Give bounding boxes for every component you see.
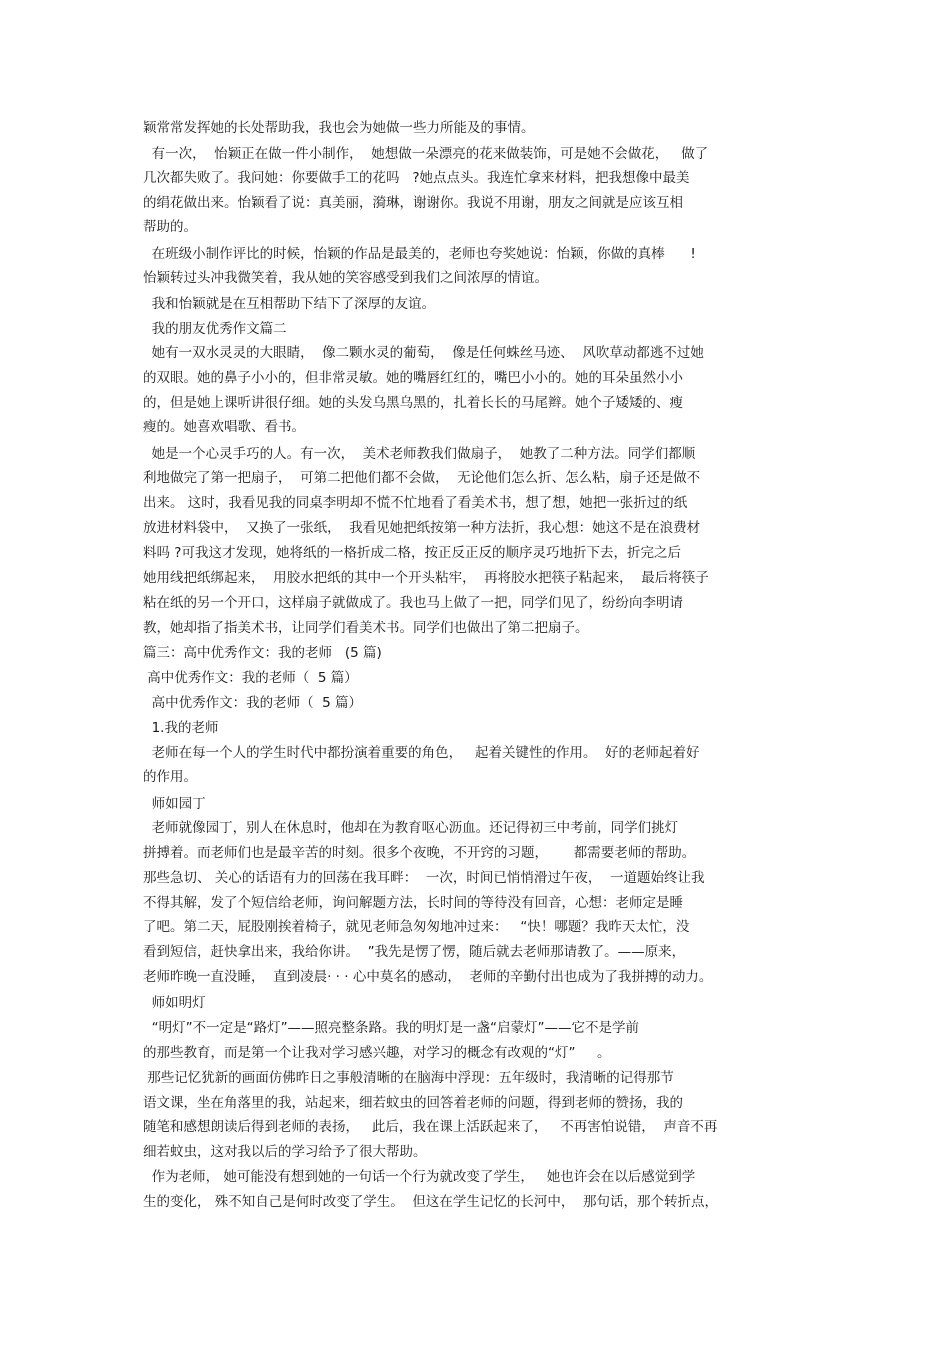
- text-line: 帮助的。: [143, 219, 197, 235]
- text-line: 生的变化， 殊不知自己是何时改变了学生。 但这在学生记忆的长河中， 那句话，那个转折点，: [143, 1194, 718, 1210]
- text-line: 不得其解，发了个短信给老师，询问解题方法，长时间的等待没有回音，心想：老师定是睡: [143, 895, 683, 911]
- text-line: 利地做完了第一把扇子， 可第二把他们都不会做， 无论他们怎么折、怎么粘，扇子还是做不: [143, 470, 701, 486]
- text-line: 老师就像园丁，别人在休息时，他却在为教育呕心沥血。还记得初三中考前，同学们挑灯: [143, 820, 679, 836]
- text-line: 那些急切、 关心的话语有力的回荡在我耳畔： 一次，时间已悄悄滑过午夜， 一道题始终让我: [143, 870, 705, 886]
- text-line: 她用线把纸绑起来， 用胶水把纸的其中一个开头粘牢， 再将胶水把筷子粘起来， 最后将筷子: [143, 570, 709, 586]
- text-line: 怡颖转过头冲我微笑着，我从她的笑容感受到我们之间浓厚的情谊。: [143, 270, 548, 286]
- section-heading: 我的朋友优秀作文篇二: [143, 321, 287, 337]
- text-line: 她有一双水灵灵的大眼睛， 像二颗水灵的葡萄， 像是任何蛛丝马迹、 风吹草动都逃不过她: [143, 345, 704, 361]
- section-heading: 1.我的老师: [143, 720, 219, 736]
- text-line: 语文课，坐在角落里的我，站起来，细若蚊虫的回答着老师的问题，得到老师的赞扬，我的: [143, 1095, 683, 1111]
- text-line: 老师昨晚一直没睡， 直到凌晨· · · 心中莫名的感动， 老师的辛勤付出也成为了我拼搏的动力。: [143, 969, 713, 985]
- section-heading: 师如明灯: [143, 995, 206, 1011]
- text-line: 了吧。第二天，屁股刚挨着椅子，就见老师急匆匆地冲过来： “快！哪题？我昨天太忙，没: [143, 919, 690, 935]
- text-line: 瘦的。她喜欢唱歌、看书。: [143, 419, 305, 435]
- section-heading: 高中优秀作文：我的老师（ 5 篇）: [143, 670, 358, 686]
- section-heading: 师如园丁: [143, 796, 206, 812]
- text-line: 放进材料袋中， 又换了一张纸， 我看见她把纸按第一种方法折，我心想：她这不是在浪费材: [143, 520, 701, 536]
- text-line: 粘在纸的另一个开口，这样扇子就做成了。我也马上做了一把，同学们见了，纷纷向李明请: [143, 595, 683, 611]
- text-line: 的绢花做出来。怡颖看了说：真美丽，漪琳，谢谢你。我说不用谢，朋友之间就是应该互相: [143, 195, 683, 211]
- text-line: 出来。 这时，我看见我的同桌李明却不慌不忙地看了看美术书，想了想，她把一张折过的纸: [143, 495, 688, 511]
- text-line: 的那些教育，而是第一个让我对学习感兴趣，对学习的概念有改观的“灯” 。: [143, 1045, 611, 1061]
- text-line: 那些记忆犹新的画面仿佛昨日之事般清晰的在脑海中浮现：五年级时，我清晰的记得那节: [143, 1070, 674, 1086]
- text-line: 随笔和感想朗读后得到老师的表扬， 此后，我在课上活跃起来了， 不再害怕说错， 声音不再: [143, 1119, 718, 1135]
- text-line: 细若蚊虫，这对我以后的学习给予了很大帮助。: [143, 1144, 427, 1160]
- text-line: 她是一个心灵手巧的人。有一次， 美术老师教我们做扇子， 她教了二种方法。同学们都顺: [143, 446, 696, 462]
- text-line: 拼搏着。而老师们也是最辛苦的时刻。很多个夜晚，不开窍的习题， 都需要老师的帮助。: [143, 845, 696, 861]
- text-line: 的双眼。她的鼻子小小的，但非常灵敏。她的嘴唇红红的，嘴巴小小的。她的耳朵虽然小小: [143, 370, 683, 386]
- text-line: 有一次， 怡颖正在做一件小制作， 她想做一朵漂亮的花来做装饰，可是她不会做花， 做了: [143, 146, 709, 162]
- section-heading: 高中优秀作文：我的老师（ 5 篇）: [143, 695, 363, 711]
- text-line: 的，但是她上课听讲很仔细。她的头发乌黑乌黑的，扎着长长的马尾辫。她个子矮矮的、瘦: [143, 395, 683, 411]
- text-line: 老师在每一个人的学生时代中都扮演着重要的角色， 起着关键性的作用。 好的老师起着好: [143, 745, 700, 761]
- text-line: 我和怡颖就是在互相帮助下结下了深厚的友谊。: [143, 296, 436, 312]
- text-line: 几次都失败了。我问她：你要做手工的花吗 ?她点点头。我连忙拿来材料，把我想像中最美: [143, 170, 690, 186]
- text-line: 作为老师， 她可能没有想到她的一句话一个行为就改变了学生， 她也许会在以后感觉到学: [143, 1169, 696, 1185]
- text-line: 料吗 ?可我这才发现，她将纸的一格折成二格，按正反正反的顺序灵巧地折下去，折完之后: [143, 545, 681, 561]
- text-line: 的作用。: [143, 769, 197, 785]
- text-line: 教，她却指了指美术书，让同学们看美术书。同学们也做出了第二把扇子。: [143, 620, 589, 636]
- text-line: “明灯”不一定是“路灯”——照亮整条路。我的明灯是一盏“启蒙灯”——它不是学前: [143, 1020, 640, 1036]
- section-heading: 篇三：高中优秀作文：我的老师 (5 篇): [143, 645, 382, 661]
- text-line: 在班级小制作评比的时候，怡颖的作品是最美的，老师也夸奖她说：怡颖，你做的真棒 !: [143, 246, 696, 262]
- text-line: 颖常常发挥她的长处帮助我，我也会为她做一些力所能及的事情。: [143, 120, 535, 136]
- text-line: 看到短信，赶快拿出来，我给你讲。 ”我先是愣了愣，随后就去老师那请教了。——原来，: [143, 944, 686, 960]
